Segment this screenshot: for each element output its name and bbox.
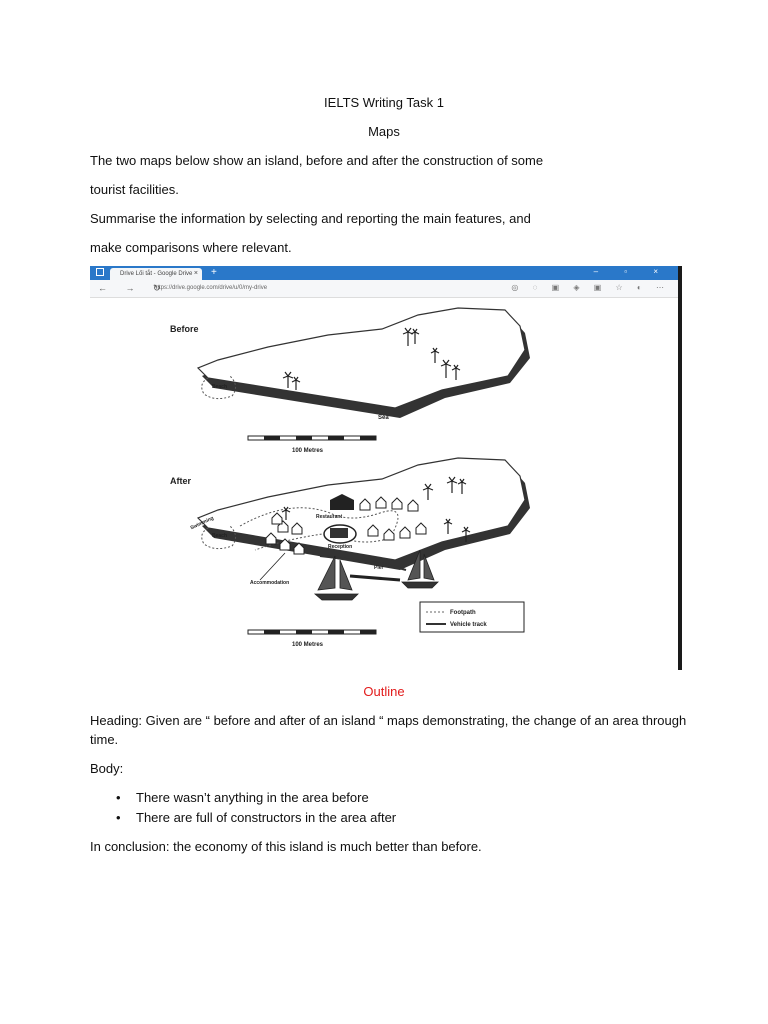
conclusion-text: In conclusion: the economy of this island is much better than before. bbox=[90, 839, 482, 854]
address-bar bbox=[90, 280, 678, 298]
outline-heading: Outline bbox=[363, 684, 405, 699]
before-sea-label-bottom: Sea bbox=[378, 415, 389, 421]
after-scale-bar bbox=[248, 630, 376, 634]
reception-roof bbox=[330, 528, 348, 538]
doc-title: IELTS Writing Task 1 bbox=[324, 95, 444, 110]
body-label: Body: bbox=[90, 761, 124, 776]
reception-label: Reception bbox=[328, 544, 353, 550]
after-label: After bbox=[170, 476, 192, 486]
prompt-line-1: The two maps below show an island, before and after the construction of some bbox=[90, 153, 544, 168]
pier bbox=[350, 576, 400, 580]
list-item: • There wasn’t anything in the area before bbox=[116, 790, 396, 810]
swimming-label: Swimming bbox=[189, 515, 215, 532]
legend-footpath-label: Footpath bbox=[450, 610, 476, 616]
window-controls-icon: – ▫ × bbox=[593, 267, 670, 276]
tab-title: Drive Lối tắt - Google Drive bbox=[120, 271, 193, 277]
outline-heading-text: Heading: Given are “ before and after of an island “ maps demonstrating, the change of an area through bbox=[90, 713, 687, 728]
navigation-icons: ← → ↻ bbox=[98, 283, 169, 293]
outline-heading-text-2: time. bbox=[90, 732, 119, 747]
embedded-screenshot bbox=[90, 266, 682, 670]
before-label: Before bbox=[170, 324, 199, 334]
url-text: https://drive.google.com/drive/u/0/my-drive bbox=[154, 285, 268, 291]
extension-icons: ◎ ◌ ▣ ◈ ▣ ☆ ◐ ⋯ bbox=[511, 283, 670, 292]
body-bullet-list bbox=[116, 790, 396, 830]
browser-tab bbox=[110, 268, 202, 280]
legend-vehicle-label: Vehicle track bbox=[450, 622, 487, 628]
accommodation-pointer bbox=[260, 553, 285, 580]
after-beach-label: Beach bbox=[212, 533, 228, 539]
browser-tab-bar bbox=[90, 266, 678, 280]
after-scale-label: 100 Metres bbox=[292, 642, 324, 648]
before-beach-label: Beach bbox=[212, 384, 228, 390]
before-scale-bar bbox=[248, 436, 376, 440]
new-tab-icon: + bbox=[211, 267, 217, 278]
prompt-line-2: tourist facilities. bbox=[90, 182, 179, 197]
prompt-line-4: make comparisons where relevant. bbox=[90, 240, 292, 255]
doc-subtitle: Maps bbox=[368, 124, 400, 139]
prompt-line-3: Summarise the information by selecting and reporting the main features, and bbox=[90, 211, 531, 226]
island-maps bbox=[90, 298, 678, 670]
restaurant-label: Restaurant bbox=[316, 514, 343, 520]
pier-label: Pier bbox=[374, 565, 384, 571]
close-tab-icon: × bbox=[193, 270, 198, 277]
list-item: • There are full of constructors in the area after bbox=[116, 810, 396, 830]
accommodation-label: Accommodation bbox=[250, 580, 290, 586]
window-menu-icon bbox=[96, 268, 104, 276]
before-scale-label: 100 Metres bbox=[292, 448, 324, 454]
